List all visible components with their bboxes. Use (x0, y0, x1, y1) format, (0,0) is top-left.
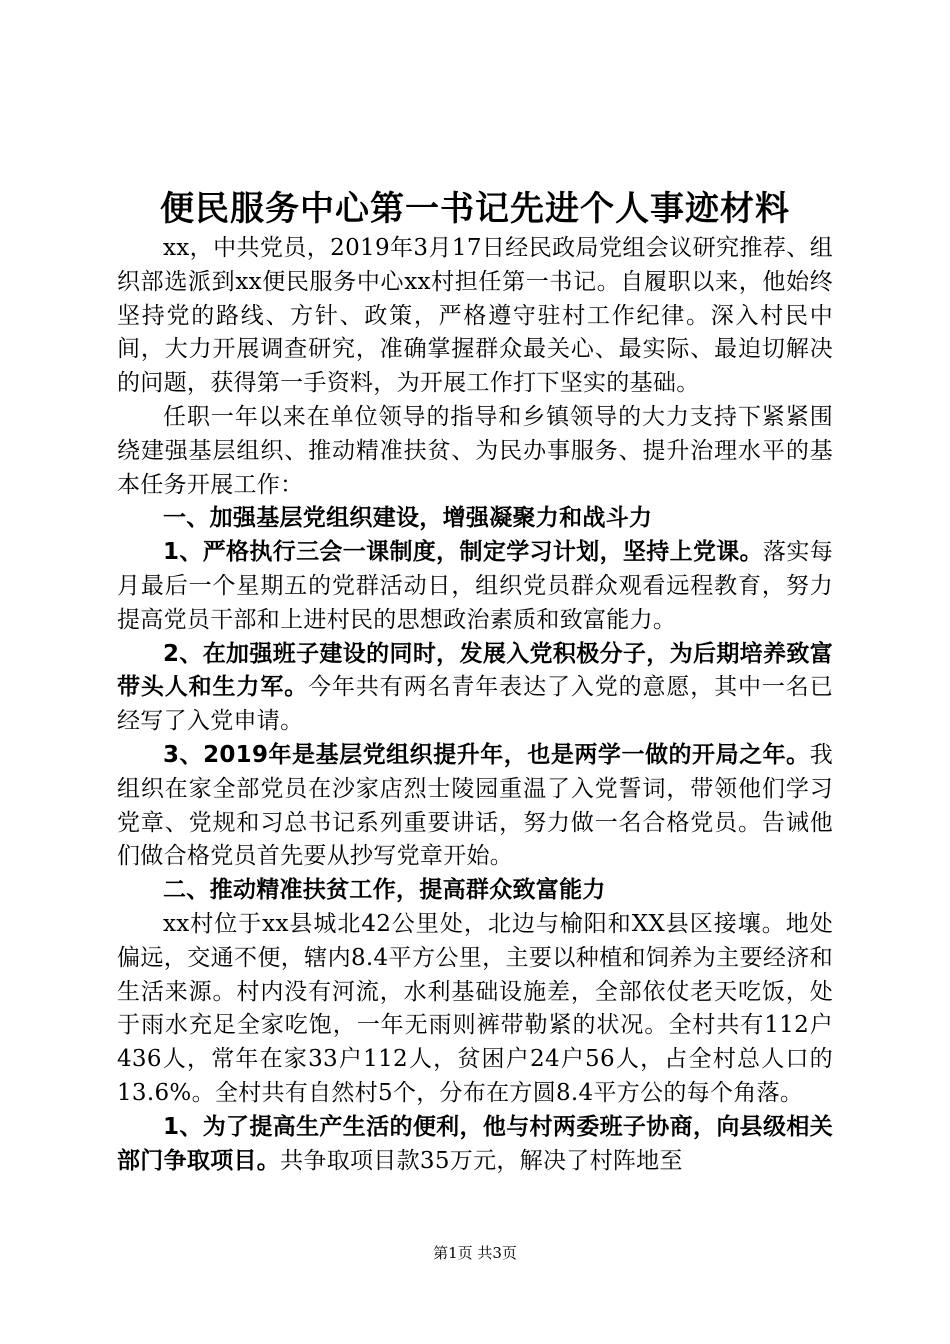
item-lead: 3、2019年是基层党组织提升年，也是两学一做的开局之年。 (163, 741, 810, 768)
paragraph-item-1-2 (117, 638, 833, 739)
paragraph-overview (117, 401, 833, 502)
document-title: 便民服务中心第一书记先进个人事迹材料 (160, 189, 790, 229)
paragraph-text: xx村位于xx县城北42公里处，北边与榆阳和XX县区接壤。地处偏远，交通不便，辖内8.4平方公里，主要以种植和饲养为主要经济和生活来源。村内没有河流，水利基础设施差，全部依仗老天吃饭，处于雨水充足全家吃饱，一年无雨则裤带勒紧的状况。全村共有112户436人，常年在家33户112人，贫困户24户56人，占全村总人口的13.6%。全村共有自然村5个，分布在方圆8.4平方公的每个角落。 (117, 910, 833, 1106)
paragraph-text: 共争取项目款35万元，解决了村阵地至 (280, 1147, 683, 1174)
item-lead: 1、严格执行三会一课制度，制定学习计划，坚持上党课。 (163, 539, 763, 566)
section-heading-1 (117, 502, 833, 536)
paragraph-item-1-1 (117, 536, 833, 637)
heading-text: 二、推动精准扶贫工作，提高群众致富能力 (163, 877, 606, 904)
paragraph-intro (117, 232, 833, 401)
paragraph-text: 我组织在家全部党员在沙家店烈士陵园重温了入党誓词，带领他们学习党章、党规和习总书记系列重要讲话，努力做一名合格党员。告诫他们做合格党员首先要从抄写党章开始。 (117, 741, 833, 870)
paragraph-item-1-3 (117, 739, 833, 874)
item-lead: 2、在加强班子建设的同时，发展入党积极分子，为后期培养致富带头人和生力军。 (117, 640, 833, 701)
paragraph-village-info (117, 908, 833, 1111)
paragraph-text: 落实每月最后一个星期五的党群活动日，组织党员群众观看远程教育，努力提高党员干部和上进村民的思想政治素质和致富能力。 (117, 539, 833, 633)
paragraph-item-2-1 (117, 1111, 833, 1179)
section-heading-2 (117, 874, 833, 908)
heading-text: 一、加强基层党组织建设，增强凝聚力和战斗力 (163, 505, 653, 532)
paragraph-text: xx，中共党员，2019年3月17日经民政局党组会议研究推荐、组织部选派到xx便民服务中心xx村担任第一书记。自履职以来，他始终坚持党的路线、方针、政策，严格遵守驻村工作纪律。深入村民中间，大力开展调查研究，准确掌握群众最关心、最实际、最迫切解决的问题，获得第一手资料，为开展工作打下坚实的基础。 (117, 235, 833, 397)
item-lead: 1、为了提高生产生活的便利，他与村两委班子协商，向县级相关部门争取项目。 (117, 1113, 833, 1174)
page-footer: 第1页 共3页 (433, 1244, 517, 1262)
document-body (117, 232, 833, 1178)
paragraph-text: 任职一年以来在单位领导的指导和乡镇领导的大力支持下紧紧围绕建强基层组织、推动精准扶贫、为民办事服务、提升治理水平的基本任务开展工作： (117, 403, 833, 498)
paragraph-text: 今年共有两名青年表达了入党的意愿，其中一名已经写了入党申请。 (117, 674, 833, 735)
